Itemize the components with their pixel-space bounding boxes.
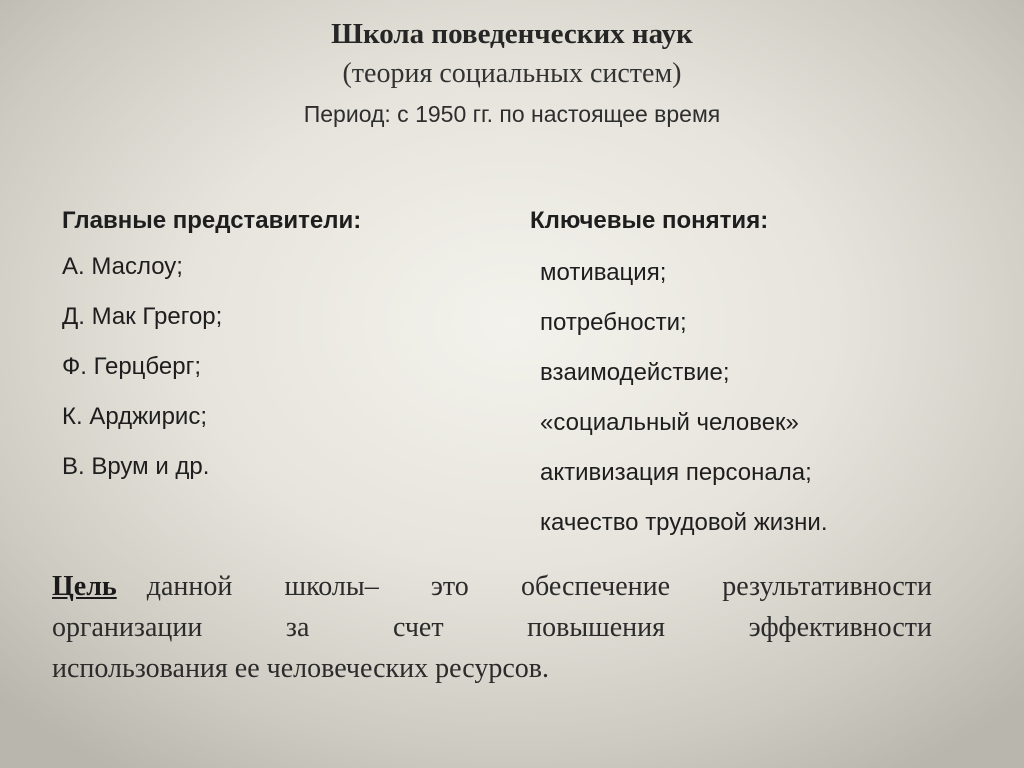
concept-item: качество трудовой жизни. <box>540 509 828 536</box>
goal-paragraph <box>52 566 932 689</box>
goal-line-3: использования ее человеческих ресурсов. <box>52 653 549 684</box>
goal-line-2: организации за счет повышения эффективности <box>52 612 932 643</box>
representative-item: К. Арджирис; <box>62 403 208 430</box>
concepts-heading: Ключевые понятия: <box>530 207 769 234</box>
concept-item: мотивация; <box>540 259 667 286</box>
concept-item: потребности; <box>540 309 687 336</box>
period-line: Период: с 1950 гг. по настоящее время <box>303 101 721 127</box>
concept-item: активизация персонала; <box>540 459 812 486</box>
representatives-heading: Главные представители: <box>62 207 362 234</box>
goal-label: Цель <box>52 571 117 602</box>
representative-item: Ф. Герцберг; <box>62 353 202 380</box>
slide-subtitle: (теория социальных систем) <box>342 58 682 89</box>
goal-line-1 <box>52 566 932 607</box>
concepts-list <box>530 248 1000 548</box>
concepts-column <box>530 200 1000 548</box>
concept-item: «социальный человек» <box>540 409 799 436</box>
slide-title: Школа поведенческих наук <box>331 18 693 50</box>
representative-item: А. Маслоу; <box>62 253 183 280</box>
goal-text-1: данной школы– это обеспечение результативности <box>146 571 932 602</box>
representative-item: В. Врум и др. <box>62 453 210 480</box>
representatives-column <box>62 200 482 492</box>
representative-item: Д. Мак Грегор; <box>62 303 223 330</box>
representatives-list <box>62 242 482 492</box>
concept-item: взаимодействие; <box>540 359 730 386</box>
